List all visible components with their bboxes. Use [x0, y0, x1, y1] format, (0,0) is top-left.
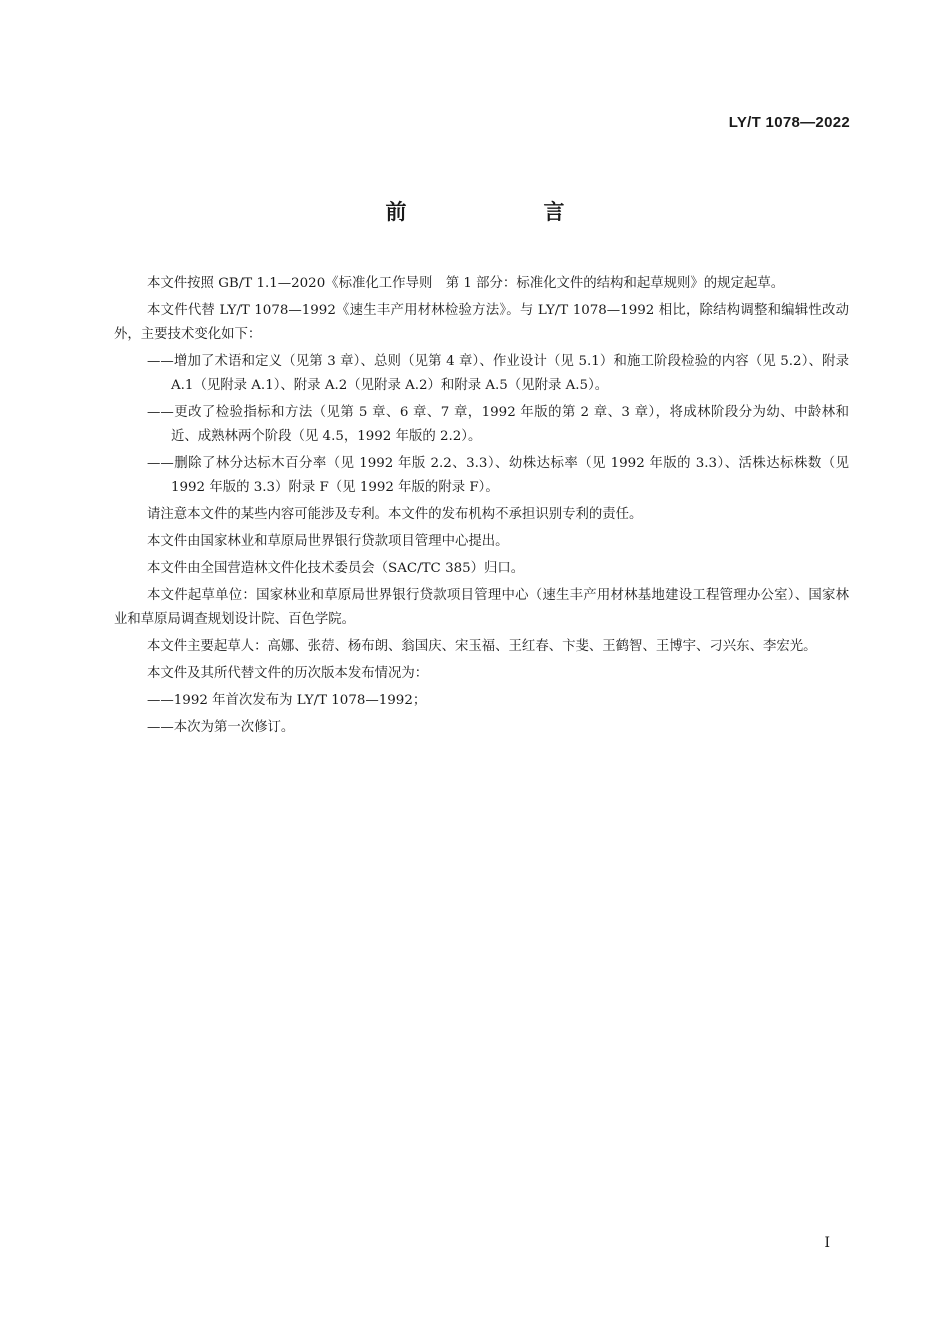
paragraph: ——本次为第一次修订。 — [147, 720, 295, 735]
paragraph: 本文件按照 GB/T 1.1—2020《标准化工作导则 第 1 部分：标准化文件的结构和起草规则》的规定起草。 — [147, 276, 785, 291]
paragraph: 本文件主要起草人：高娜、张葕、杨布朗、翁国庆、宋玉福、王红春、卞斐、王鹤智、王博宇、刁兴东、李宏光。 — [147, 639, 817, 654]
paragraph: 本文件及其所代替文件的历次版本发布情况为： — [147, 666, 429, 681]
foreword-body — [114, 272, 849, 743]
paragraph: 本文件由国家林业和草原局世界银行贷款项目管理中心提出。 — [147, 534, 509, 549]
page-title: 前 言 — [385, 200, 623, 224]
paragraph: 请注意本文件的某些内容可能涉及专利。本文件的发布机构不承担识别专利的责任。 — [147, 507, 643, 522]
page-number: I — [824, 1235, 830, 1251]
paragraph: ——1992 年首次发布为 LY/T 1078—1992； — [147, 693, 427, 708]
list-item: ——更改了检验指标和方法（见第 5 章、6 章、7 章，1992 年版的第 2 章、3 章），将成林阶段分为幼、中龄林和近、成熟林两个阶段（见 4.5，1992 年版的 2.2）。 — [147, 405, 849, 444]
paragraph: 本文件由全国营造林文件化技术委员会（SAC/TC 385）归口。 — [147, 561, 525, 576]
list-item: ——增加了术语和定义（见第 3 章）、总则（见第 4 章）、作业设计（见 5.1）和施工阶段检验的内容（见 5.2）、附录 A.1（见附录 A.1）、附录 A.2（见附录 A.2）和附录 A.5（见附录 A.5）。 — [147, 354, 849, 393]
paragraph: 本文件代替 LY/T 1078—1992《速生丰产用材林检验方法》。与 LY/T 1078—1992 相比，除结构调整和编辑性改动外，主要技术变化如下： — [114, 303, 849, 342]
paragraph: 本文件起草单位：国家林业和草原局世界银行贷款项目管理中心（速生丰产用材林基地建设工程管理办公室）、国家林业和草原局调查规划设计院、百色学院。 — [114, 588, 849, 627]
standard-code: LY/T 1078—2022 — [728, 114, 850, 131]
list-item: ——删除了林分达标木百分率（见 1992 年版 2.2、3.3）、幼株达标率（见 1992 年版的 3.3）、活株达标株数（见 1992 年版的 3.3）附录 F（见 1992 年版的附录 F）。 — [147, 456, 849, 495]
